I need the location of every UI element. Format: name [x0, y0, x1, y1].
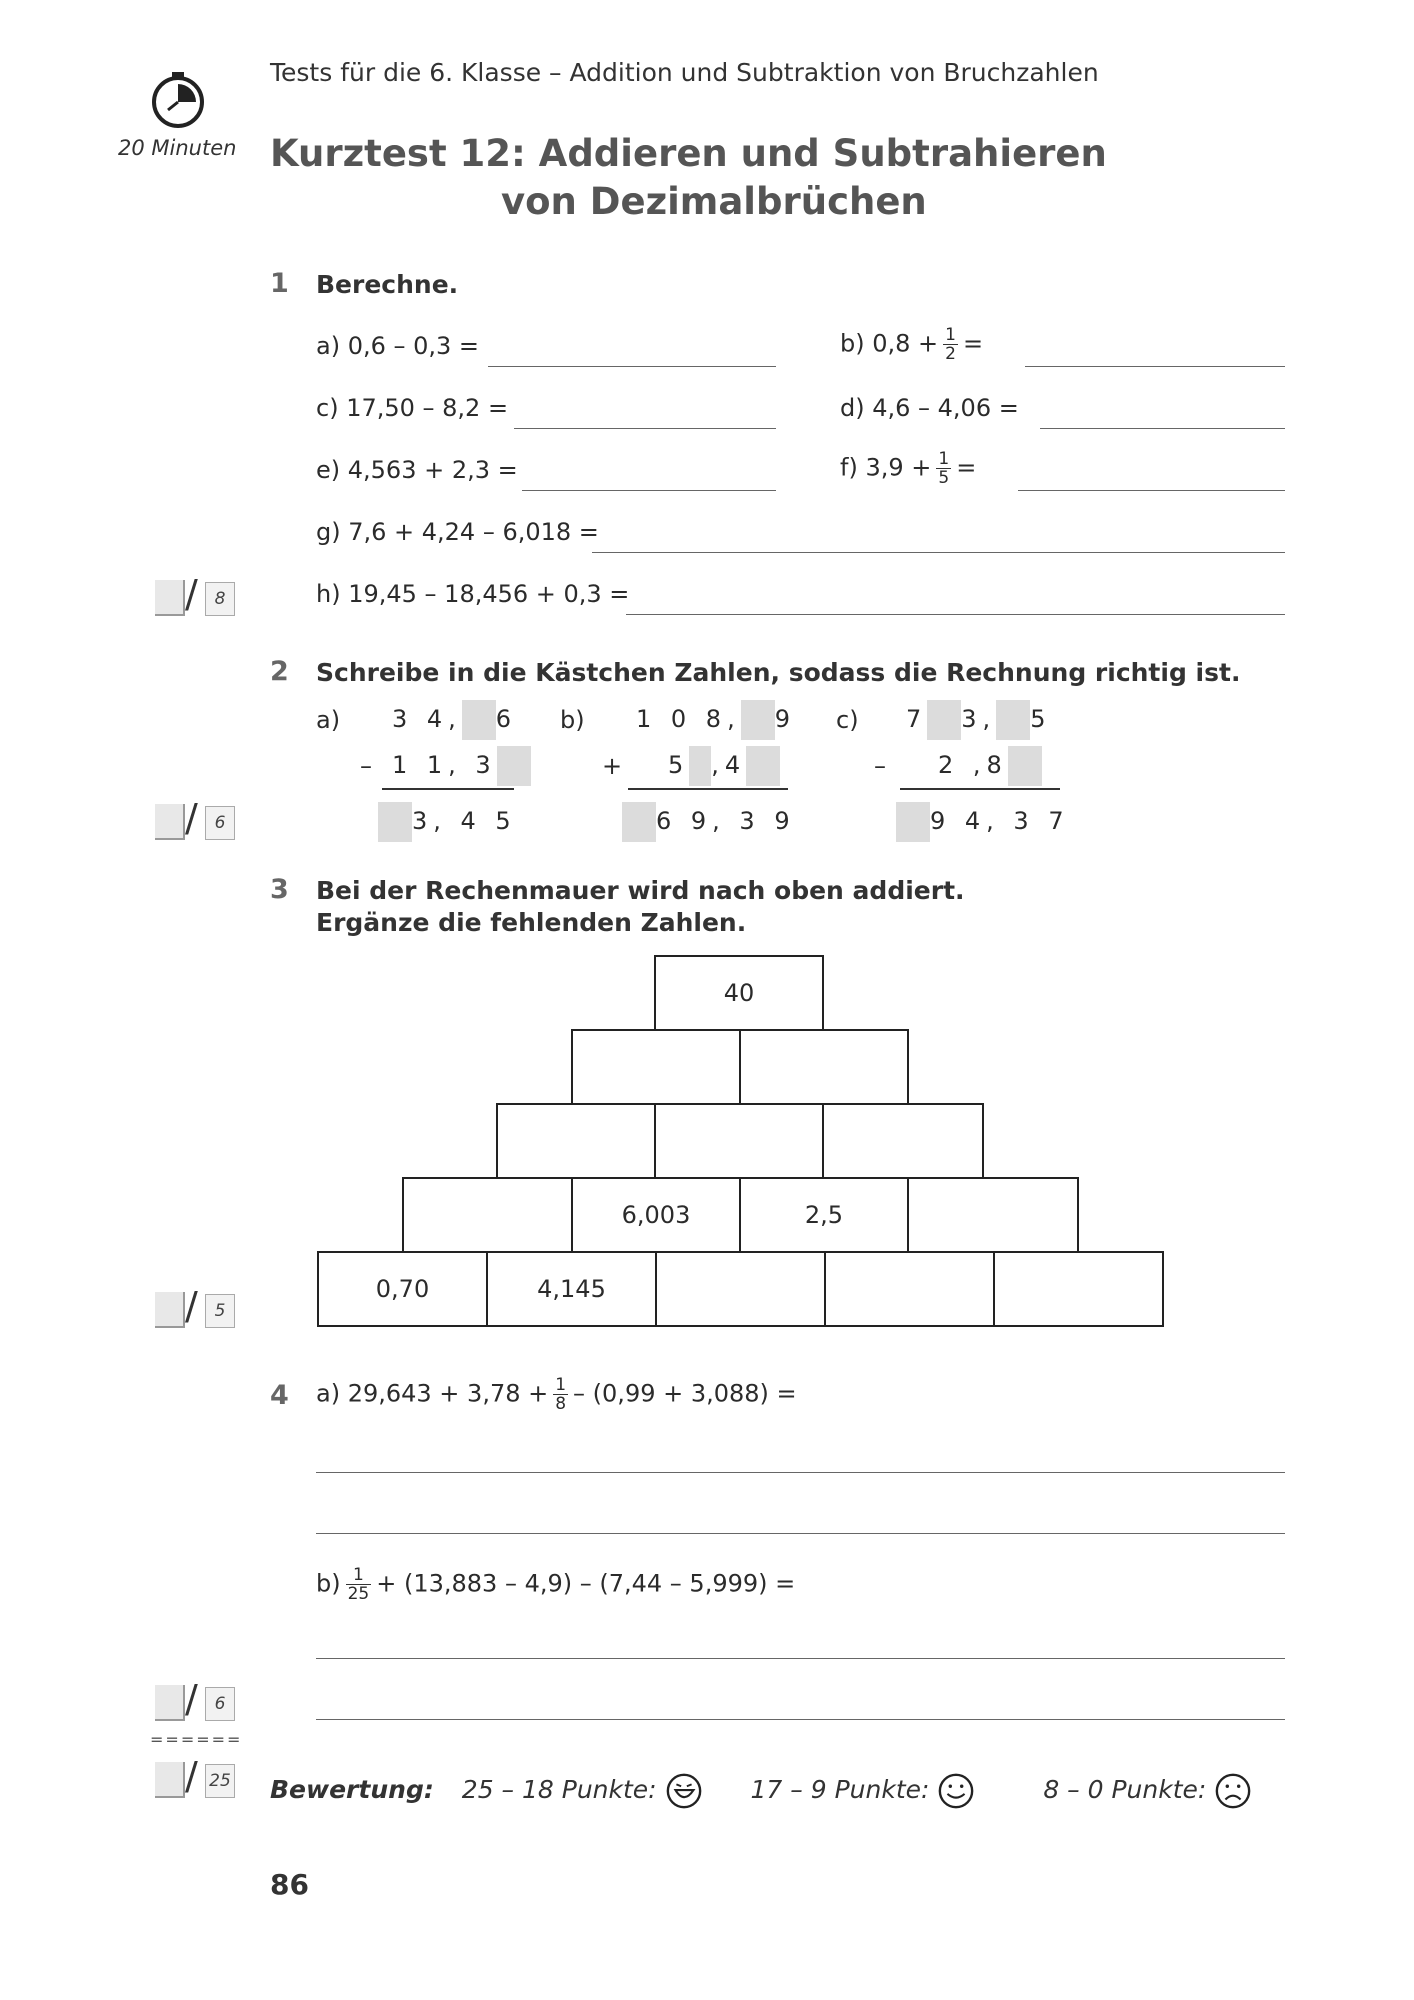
score-total: / 25 — [155, 1760, 235, 1800]
answer-line-4b-2[interactable] — [316, 1719, 1285, 1720]
score-input-task2[interactable] — [155, 804, 185, 840]
task2-a-row2: 1 1, 3 — [392, 746, 531, 786]
task2-c-sum-line — [900, 788, 1060, 790]
answer-line-h[interactable] — [626, 614, 1285, 615]
answer-line-d[interactable] — [1040, 428, 1285, 429]
wall-brick[interactable] — [739, 1029, 909, 1105]
answer-line-b[interactable] — [1025, 366, 1285, 367]
score-input-total[interactable] — [155, 1762, 185, 1798]
task2-c-row2: 2 ,8 — [938, 746, 1042, 786]
wall-brick[interactable] — [496, 1103, 656, 1179]
wall-brick[interactable] — [824, 1251, 995, 1327]
answer-line-f[interactable] — [1018, 490, 1285, 491]
task3-heading-2: Ergänze die fehlenden Zahlen. — [316, 908, 747, 937]
fill-box[interactable] — [1008, 746, 1042, 786]
task2-a-sum-line — [382, 788, 514, 790]
task1-e: e) 4,563 + 2,3 = — [316, 456, 518, 484]
rating-range-1: 25 – 18 Punkte: — [461, 1775, 657, 1804]
task2-b-sum-line — [628, 788, 788, 790]
task2-b-result: 6 9, 3 9 — [622, 802, 796, 842]
clock-icon — [148, 70, 208, 130]
wall-brick[interactable] — [655, 1251, 826, 1327]
rating-range-3: 8 – 0 Punkte: — [1043, 1775, 1207, 1804]
fill-box[interactable] — [378, 802, 412, 842]
answer-line-4a-2[interactable] — [316, 1533, 1285, 1534]
smiley-happy-icon — [937, 1772, 975, 1810]
score-input-task4[interactable] — [155, 1685, 185, 1721]
answer-line-4a-1[interactable] — [316, 1472, 1285, 1473]
answer-line-a[interactable] — [488, 366, 776, 367]
task2-c-label: c) — [836, 706, 859, 734]
page-number: 86 — [270, 1868, 309, 1901]
wall-brick[interactable] — [402, 1177, 573, 1253]
task3-heading-1: Bei der Rechenmauer wird nach oben addiert. — [316, 876, 965, 905]
page-header: Tests für die 6. Klasse – Addition und Subtraktion von Bruchzahlen — [270, 58, 1099, 87]
task2-b-row1: 1 0 8, 9 — [636, 700, 796, 740]
fill-box[interactable] — [462, 700, 496, 740]
score-task3: / 5 — [155, 1290, 235, 1330]
task1-number: 1 — [270, 268, 289, 299]
answer-line-e[interactable] — [522, 490, 776, 491]
task1-h: h) 19,45 – 18,456 + 0,3 = — [316, 580, 630, 608]
task1-c: c) 17,50 – 8,2 = — [316, 394, 509, 422]
rating-label: Bewertung: — [270, 1775, 434, 1804]
task2-a-label: a) — [316, 706, 341, 734]
task2-c-row1: 7 3, 5 — [906, 700, 1051, 740]
page-title-line2: von Dezimalbrüchen — [501, 180, 927, 223]
wall-brick[interactable] — [993, 1251, 1164, 1327]
task4-number: 4 — [270, 1380, 289, 1411]
fill-box[interactable] — [497, 746, 531, 786]
task1-b: b) 0,8 + $\frac{1}{2}$ = — [840, 325, 984, 364]
score-task4: / 6 — [155, 1683, 235, 1723]
fill-box[interactable] — [996, 700, 1030, 740]
score-task2: / 6 — [155, 802, 235, 842]
wall-brick[interactable] — [654, 1103, 824, 1179]
score-input-task3[interactable] — [155, 1292, 185, 1328]
time-label: 20 Minuten — [118, 136, 237, 160]
answer-line-4b-1[interactable] — [316, 1658, 1285, 1659]
fill-box[interactable] — [622, 802, 656, 842]
fill-box[interactable] — [927, 700, 961, 740]
wall-brick: 6,003 — [571, 1177, 741, 1253]
task2-c-result: 9 4, 3 7 — [896, 802, 1070, 842]
task2-b-operator: + — [602, 752, 623, 780]
wall-brick: 40 — [654, 955, 824, 1031]
task4-a: a) 29,643 + 3,78 + $\frac{1}{8}$ – (0,99 + 3,088) = — [316, 1375, 797, 1414]
answer-line-c[interactable] — [514, 428, 776, 429]
total-separator: ====== — [150, 1730, 243, 1749]
task1-d: d) 4,6 – 4,06 = — [840, 394, 1019, 422]
answer-line-g[interactable] — [592, 552, 1285, 553]
score-task1: / 8 — [155, 578, 235, 618]
rating-range-2: 17 – 9 Punkte: — [750, 1775, 930, 1804]
task2-a-result: 3, 4 5 — [378, 802, 517, 842]
wall-brick: 2,5 — [739, 1177, 909, 1253]
task2-number: 2 — [270, 656, 289, 687]
task3-number: 3 — [270, 874, 289, 905]
task2-heading: Schreibe in die Kästchen Zahlen, sodass die Rechnung richtig ist. — [316, 658, 1241, 687]
task2-a-row1: 3 4, 6 — [392, 700, 517, 740]
rating-row — [270, 1772, 1252, 1810]
score-input-task1[interactable] — [155, 580, 185, 616]
smiley-sad-icon — [1214, 1772, 1252, 1810]
page-title: Kurztest 12: Addieren und Subtrahieren — [270, 132, 1107, 175]
task4-b: b) $\frac{1}{25}$ + (13,883 – 4,9) – (7,44 – 5,999) = — [316, 1565, 796, 1604]
wall-brick: 4,145 — [486, 1251, 657, 1327]
fill-box[interactable] — [689, 746, 711, 786]
task2-c-operator: – — [874, 752, 886, 780]
task1-f: f) 3,9 + $\frac{1}{5}$ = — [840, 449, 977, 488]
task2-a-operator: – — [360, 752, 372, 780]
wall-brick[interactable] — [822, 1103, 984, 1179]
wall-brick[interactable] — [907, 1177, 1079, 1253]
wall-brick: 0,70 — [317, 1251, 488, 1327]
smiley-laughing-icon — [665, 1772, 703, 1810]
task2-b-label: b) — [560, 706, 585, 734]
wall-brick[interactable] — [571, 1029, 741, 1105]
fill-box[interactable] — [746, 746, 780, 786]
task1-g: g) 7,6 + 4,24 – 6,018 = — [316, 518, 599, 546]
task2-b-row2: 5 ,4 — [668, 746, 780, 786]
task1-a: a) 0,6 – 0,3 = — [316, 332, 480, 360]
task1-heading: Berechne. — [316, 270, 459, 299]
fill-box[interactable] — [741, 700, 775, 740]
fill-box[interactable] — [896, 802, 930, 842]
